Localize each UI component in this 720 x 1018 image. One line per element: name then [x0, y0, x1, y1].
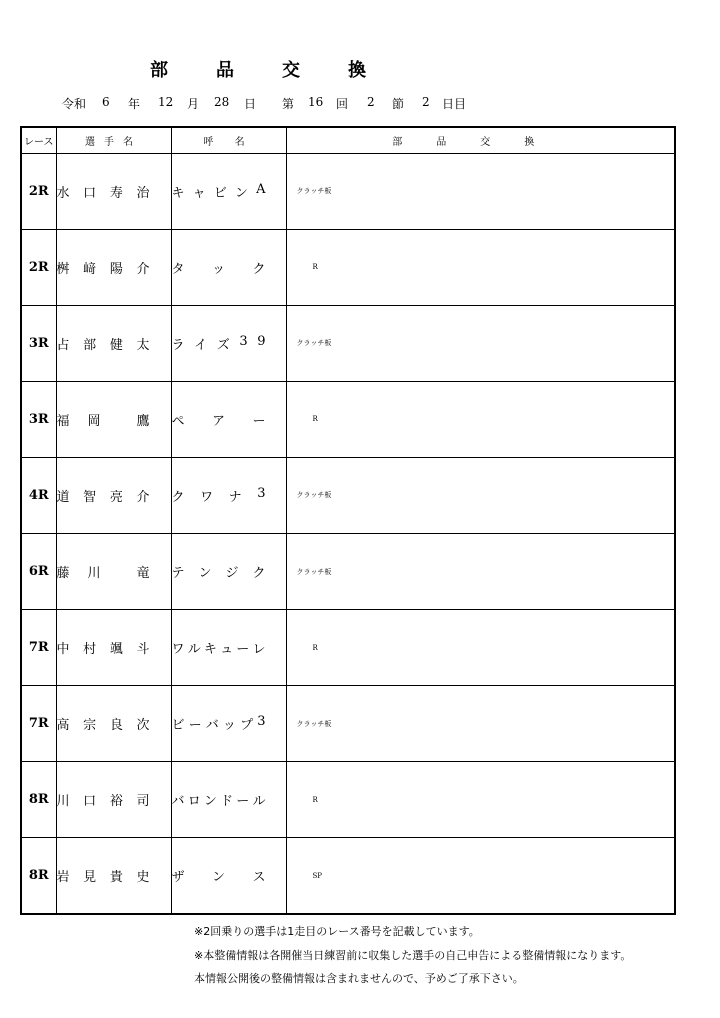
- note-line: ※本整備情報は各開催当日練習前に収集した選手の自己申告による整備情報になります。: [194, 948, 632, 962]
- call-name: [171, 457, 286, 533]
- call-name-char: ー: [252, 413, 266, 429]
- call-name-char: タ: [171, 261, 185, 277]
- call-name-char: ュ: [220, 642, 234, 658]
- call-name: [171, 229, 286, 305]
- racer-name-char: 川: [87, 566, 101, 582]
- part-exchanged: [286, 610, 675, 686]
- call-name-char: ル: [252, 794, 266, 810]
- racer-name-char: 亮: [109, 489, 123, 505]
- racer-name-char: 介: [136, 261, 150, 277]
- call-name-char: ン: [203, 794, 217, 810]
- part-exchanged: [286, 381, 675, 457]
- part-exchanged: [286, 686, 675, 762]
- part-exchanged: [286, 762, 675, 838]
- call-name-char: ン: [211, 870, 225, 886]
- call-name-char: ラ: [171, 337, 185, 353]
- call-name-char: ド: [220, 794, 234, 810]
- racer-name-char: 見: [83, 870, 97, 886]
- table-row: [21, 610, 675, 686]
- call-name-char: ス: [252, 870, 266, 886]
- racer-name-char: 藤: [56, 566, 70, 582]
- racer-name: [56, 229, 171, 305]
- table-row: [21, 457, 675, 533]
- racer-name-char: 口: [83, 185, 97, 201]
- call-name-char: ー: [236, 642, 250, 658]
- call-name-char: 3: [239, 333, 248, 349]
- session-num: 2: [367, 95, 375, 109]
- table-row: [21, 305, 675, 381]
- call-name-char: ジ: [225, 566, 239, 582]
- racer-name-char: 史: [136, 870, 150, 886]
- year: 6: [102, 95, 110, 109]
- title-char: 部: [150, 60, 168, 81]
- race-number: 6R: [21, 533, 56, 609]
- call-name-char: ア: [211, 413, 225, 429]
- part-exchanged: [286, 229, 675, 305]
- call-name-char: ペ: [171, 413, 185, 429]
- call-name-char: ー: [236, 794, 250, 810]
- racer-name-char: 岡: [87, 413, 101, 429]
- part-exchanged: [286, 457, 675, 533]
- race-number: 3R: [21, 305, 56, 381]
- call-name-char: プ: [240, 718, 254, 734]
- page-title: [150, 56, 380, 80]
- part-label: R: [312, 795, 318, 804]
- day-num-unit: 日目: [442, 97, 467, 111]
- title-char: 交: [282, 60, 300, 81]
- month-unit: 月: [187, 97, 200, 111]
- note-line: 本情報公開後の整備情報は含まれませんので、予めご了承下さい。: [194, 972, 524, 985]
- racer-name: [56, 686, 171, 762]
- race-number: 2R: [21, 153, 56, 229]
- part-label: SP: [312, 871, 323, 880]
- racer-name-char: 鷹: [136, 413, 150, 429]
- call-name: [171, 381, 286, 457]
- header-parts: 部品交換: [286, 127, 675, 153]
- call-name: [171, 305, 286, 381]
- racer-name-char: 﨑: [83, 261, 97, 277]
- racer-name-char: 良: [109, 718, 123, 734]
- call-name-char: 9: [257, 333, 266, 349]
- call-name-char: ク: [252, 261, 266, 277]
- table-row: [21, 533, 675, 609]
- call-name-char: ワ: [200, 489, 214, 505]
- racer-name: [56, 533, 171, 609]
- racer-name-char: 健: [109, 337, 123, 353]
- title-char: 品: [216, 60, 234, 81]
- racer-name-char: 治: [136, 185, 150, 201]
- call-name-char: ッ: [211, 261, 225, 277]
- call-name: [171, 610, 286, 686]
- parts-exchange-table: [20, 126, 676, 915]
- racer-name: [56, 610, 171, 686]
- part-label: R: [312, 415, 318, 424]
- part-label: R: [312, 263, 318, 272]
- section-unit: 回: [336, 97, 349, 111]
- header-racer: 選手名: [56, 127, 171, 153]
- racer-name-char: 川: [56, 794, 70, 810]
- call-name-char: ビ: [213, 185, 227, 201]
- part-label: クラッチ板: [296, 187, 332, 196]
- racer-name-char: 水: [56, 185, 70, 201]
- racer-name-char: 道: [56, 489, 70, 505]
- call-name-char: ン: [234, 185, 248, 201]
- call-name: [171, 153, 286, 229]
- table-row: [21, 153, 675, 229]
- part-exchanged: [286, 153, 675, 229]
- racer-name-char: 岩: [56, 870, 70, 886]
- call-name: [171, 686, 286, 762]
- call-name-char: ン: [198, 566, 212, 582]
- call-name-char: ズ: [216, 337, 230, 353]
- racer-name-char: 介: [136, 489, 150, 505]
- call-name-char: ワ: [171, 642, 185, 658]
- call-name-char: A: [256, 181, 266, 197]
- racer-name-char: 高: [56, 718, 70, 734]
- racer-name-char: 陽: [109, 261, 123, 277]
- call-name-char: ナ: [228, 489, 242, 505]
- part-exchanged: [286, 533, 675, 609]
- day-unit: 日: [244, 97, 257, 111]
- racer-name-char: 宗: [83, 718, 97, 734]
- call-name: [171, 533, 286, 609]
- race-number: 8R: [21, 762, 56, 838]
- racer-name-char: 占: [56, 337, 70, 353]
- call-name-char: ザ: [171, 870, 185, 886]
- call-name-char: 3: [257, 485, 266, 501]
- racer-name: [56, 457, 171, 533]
- part-label: クラッチ板: [296, 339, 332, 348]
- call-name: [171, 838, 286, 914]
- race-number: 7R: [21, 686, 56, 762]
- call-name-char: テ: [171, 566, 185, 582]
- racer-name: [56, 381, 171, 457]
- race-number: 8R: [21, 838, 56, 914]
- year-unit: 年: [128, 97, 141, 111]
- part-exchanged: [286, 838, 675, 914]
- racer-name-char: 桝: [56, 261, 70, 277]
- racer-name-char: 智: [83, 489, 97, 505]
- call-name-char: ル: [187, 642, 201, 658]
- table-row: [21, 686, 675, 762]
- table-row: [21, 762, 675, 838]
- call-name-char: ッ: [222, 718, 236, 734]
- day-num: 2: [422, 95, 430, 109]
- racer-name-char: 福: [56, 413, 70, 429]
- racer-name: [56, 305, 171, 381]
- race-number: 7R: [21, 610, 56, 686]
- notes: [194, 920, 631, 991]
- call-name-char: イ: [194, 337, 208, 353]
- era: 令和: [62, 97, 87, 111]
- call-name-char: ビ: [171, 718, 185, 734]
- call-name-char: キ: [203, 642, 217, 658]
- table-header-row: [21, 127, 675, 153]
- racer-name-char: 村: [83, 642, 97, 658]
- race-number: 3R: [21, 381, 56, 457]
- call-name: [171, 762, 286, 838]
- note-line: ※2回乗りの選手は1走目のレース番号を記載しています。: [194, 925, 480, 938]
- session-unit: 節: [392, 97, 405, 111]
- racer-name-char: 太: [136, 337, 150, 353]
- call-name-char: ャ: [192, 185, 206, 201]
- race-number: 4R: [21, 457, 56, 533]
- table-row: [21, 381, 675, 457]
- title-char: 換: [348, 60, 366, 81]
- racer-name-char: 斗: [136, 642, 150, 658]
- call-name-char: ク: [171, 489, 185, 505]
- part-exchanged: [286, 305, 675, 381]
- call-name-char: バ: [205, 718, 219, 734]
- section-prefix: 第: [282, 97, 295, 111]
- racer-name-char: 裕: [109, 794, 123, 810]
- racer-name: [56, 762, 171, 838]
- table-row: [21, 838, 675, 914]
- racer-name: [56, 838, 171, 914]
- part-label: クラッチ板: [296, 719, 332, 728]
- table-body: [21, 153, 675, 914]
- racer-name: [56, 153, 171, 229]
- day: 28: [214, 95, 230, 109]
- header-race: レース: [21, 127, 56, 153]
- racer-name-char: 貴: [109, 870, 123, 886]
- call-name-char: ロ: [187, 794, 201, 810]
- race-number: 2R: [21, 229, 56, 305]
- racer-name-char: 中: [56, 642, 70, 658]
- racer-name-char: 颯: [109, 642, 123, 658]
- racer-name-char: 次: [136, 718, 150, 734]
- call-name-char: ク: [252, 566, 266, 582]
- month: 12: [158, 95, 174, 109]
- header-call-name: 呼 名: [171, 127, 286, 153]
- call-name-char: バ: [171, 794, 185, 810]
- call-name-char: ー: [188, 718, 202, 734]
- racer-name-char: 口: [83, 794, 97, 810]
- call-name-char: 3: [257, 714, 266, 730]
- part-label: クラッチ板: [296, 567, 332, 576]
- section-num: 16: [308, 95, 324, 109]
- table-row: [21, 229, 675, 305]
- racer-name-char: 竜: [136, 566, 150, 582]
- part-label: クラッチ板: [296, 491, 332, 500]
- part-label: R: [312, 643, 318, 652]
- racer-name-char: 部: [83, 337, 97, 353]
- racer-name-char: 司: [136, 794, 150, 810]
- call-name-char: レ: [252, 642, 266, 658]
- call-name-char: キ: [171, 185, 185, 201]
- racer-name-char: 寿: [109, 185, 123, 201]
